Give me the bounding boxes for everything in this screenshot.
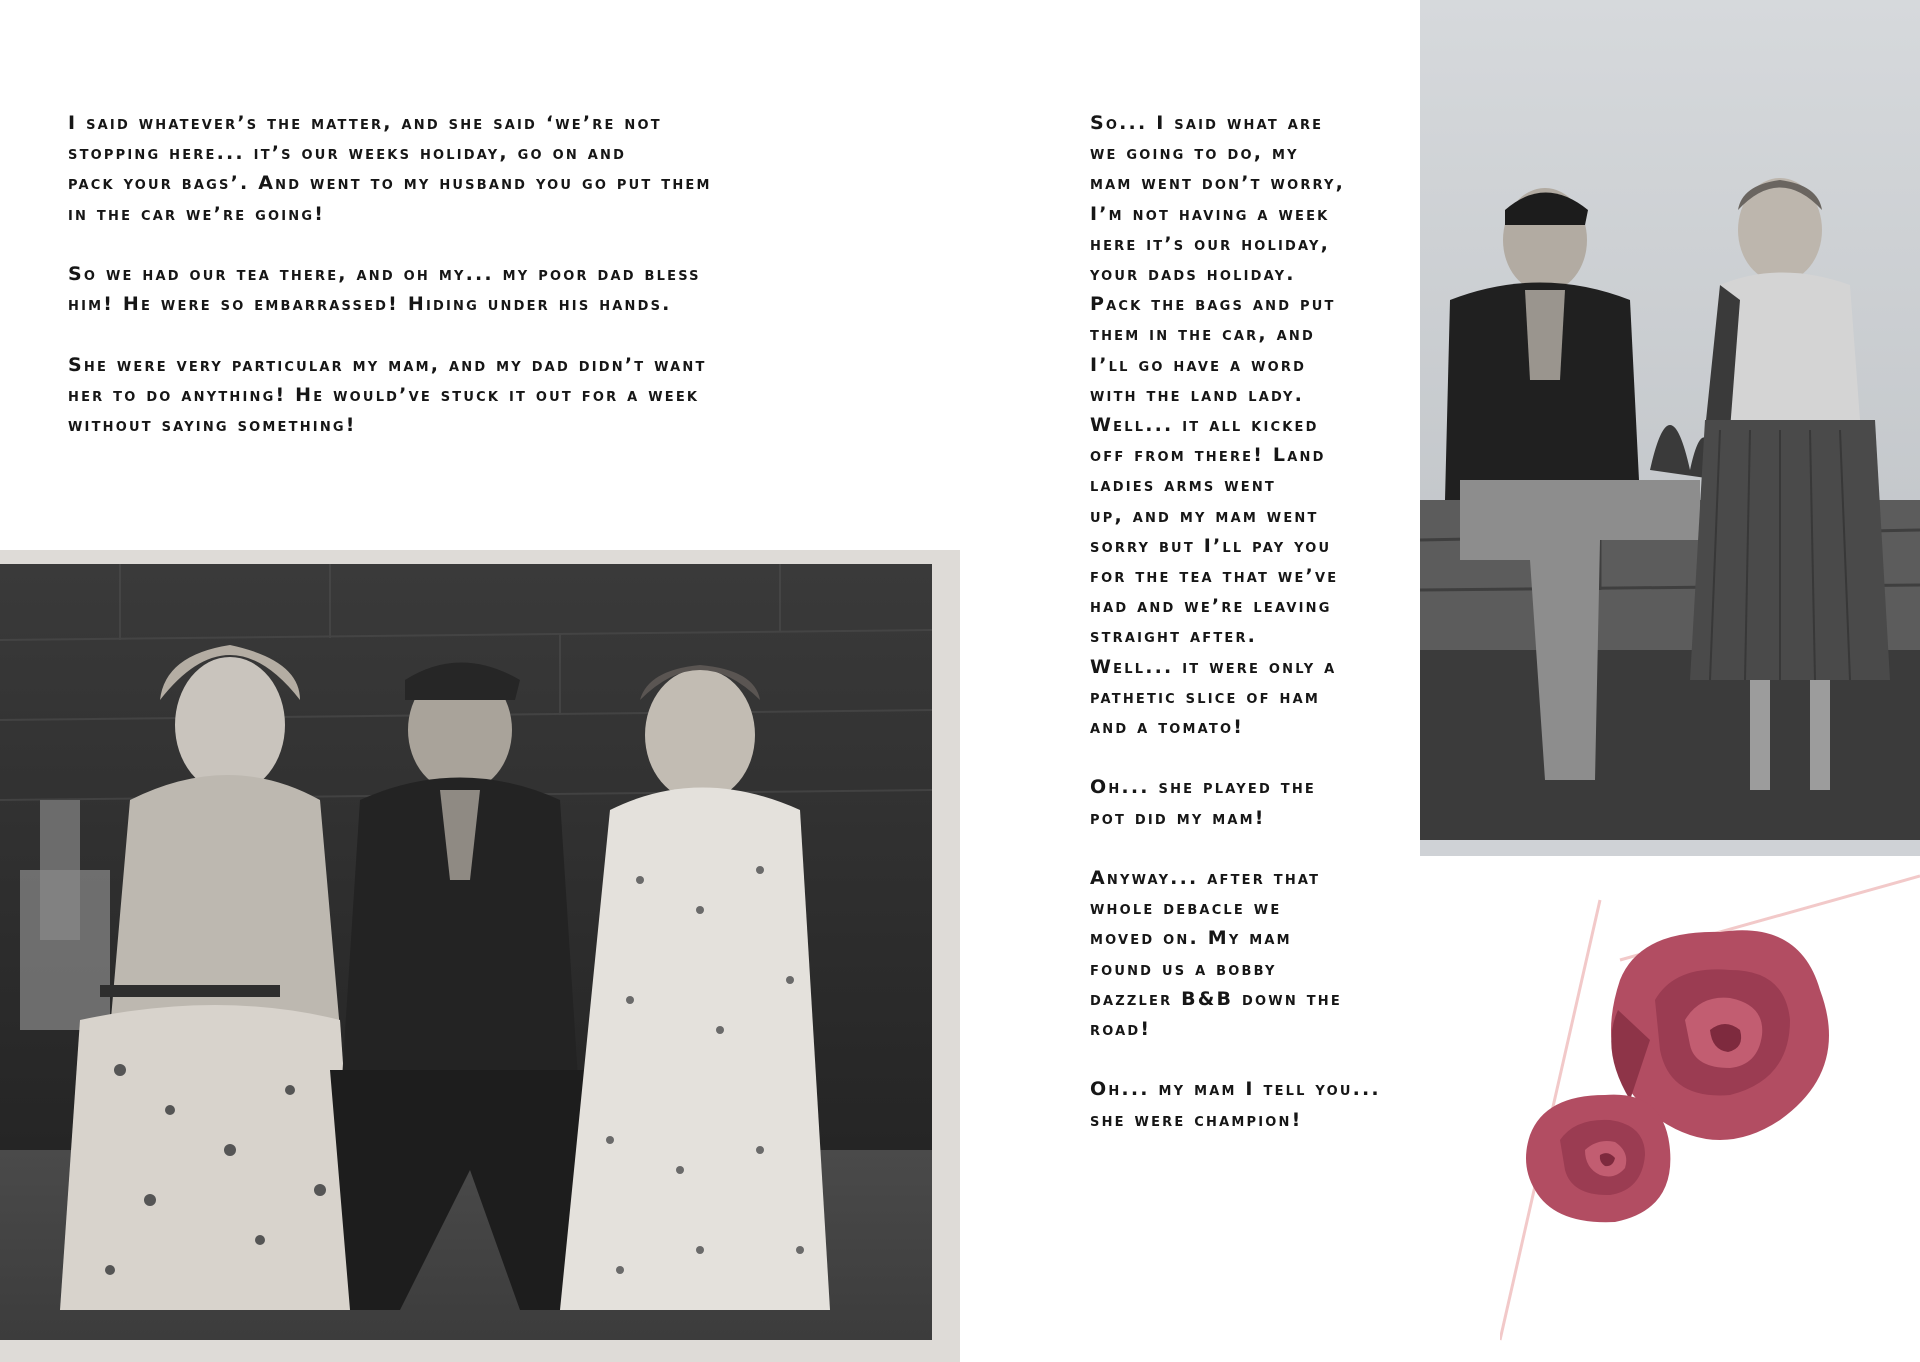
- couple-photo: [1420, 0, 1920, 856]
- right-paragraph-2: Oh... she played the pot did my mam!: [1090, 776, 1316, 829]
- left-paragraph-3: She were very particular my mam, and my dad didn’t want her to do anything! He would’ve stuck it out for a week without saying something!: [68, 353, 707, 436]
- family-photo: [0, 550, 960, 1362]
- right-paragraph-1: So... I said what are we going to do, my mam went don’t worry, I’m not having a week here it’s our holiday, your dads holiday. Pack the bags and put them in the car, and I’ll go have a word with the land lady. Well... it all kicked off from there! Land ladies arms went up, and my mam went sorry but I’ll pay you for the tea that we’ve had and we’re leaving straight after. Well... it were only a pathetic slice of ham and a tomato!: [1090, 112, 1346, 739]
- right-paragraph-4: Oh... my mam I tell you... she were champion!: [1090, 1078, 1381, 1131]
- rose-decoration: [1500, 870, 1920, 1362]
- right-paragraph-3: Anyway... after that whole debacle we moved on. My mam found us a bobby dazzler B&B down the road!: [1090, 867, 1342, 1041]
- rose-small-icon: [1526, 1095, 1670, 1223]
- right-story-text: [1090, 108, 1420, 1165]
- left-paragraph-2: So we had our tea there, and oh my... my poor dad bless him! He were so embarrassed! Hiding under his hands.: [68, 263, 701, 316]
- left-paragraph-1: I said whatever’s the matter, and she said ‘we’re not stopping here... it’s our weeks holiday, go on and pack your bags’. And went to my husband you go put them in the car we’re going!: [68, 112, 712, 225]
- left-story-text: [68, 108, 848, 470]
